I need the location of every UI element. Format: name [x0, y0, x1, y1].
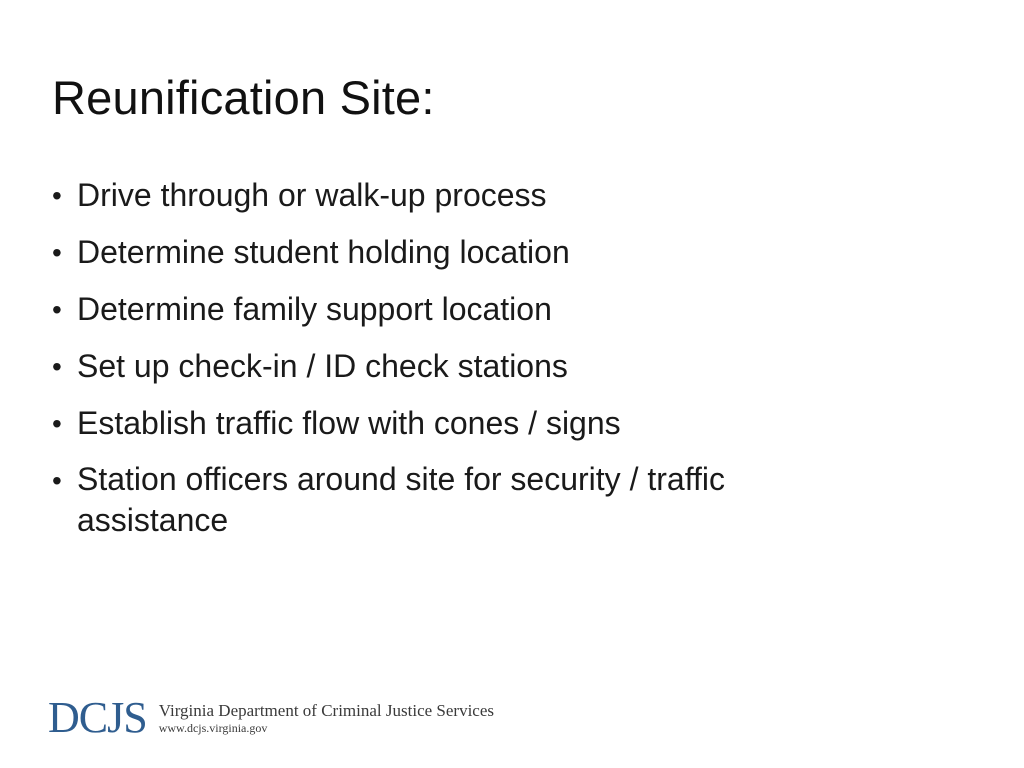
bullet-text: Determine family support location	[77, 291, 552, 327]
bullet-text: Drive through or walk-up process	[77, 177, 547, 213]
list-item	[52, 459, 867, 541]
bullet-text: Determine student holding location	[77, 234, 570, 270]
website-url: www.dcjs.virginia.gov	[158, 721, 268, 735]
slide-title: Reunification Site:	[52, 71, 435, 124]
list-item	[52, 402, 952, 445]
list-item	[52, 231, 952, 274]
bullet-icon: •	[52, 408, 62, 439]
bullet-icon: •	[52, 294, 62, 325]
logo-text	[159, 701, 494, 735]
logo-mark: DCJS	[48, 693, 147, 742]
organization-name: Virginia Department of Criminal Justice Services	[158, 701, 494, 720]
list-item	[52, 288, 952, 331]
bullet-icon: •	[52, 351, 62, 382]
bullet-list	[52, 174, 952, 555]
bullet-text: Set up check-in / ID check stations	[77, 348, 568, 384]
bullet-text: Establish traffic flow with cones / signs	[77, 405, 621, 441]
bullet-text: Station officers around site for security / traffic assistance	[77, 461, 725, 538]
bullet-icon: •	[52, 180, 62, 211]
bullet-icon: •	[52, 237, 62, 268]
dcjs-logo	[48, 694, 494, 742]
bullet-icon: •	[52, 465, 62, 496]
list-item	[52, 174, 952, 217]
list-item	[52, 345, 952, 388]
